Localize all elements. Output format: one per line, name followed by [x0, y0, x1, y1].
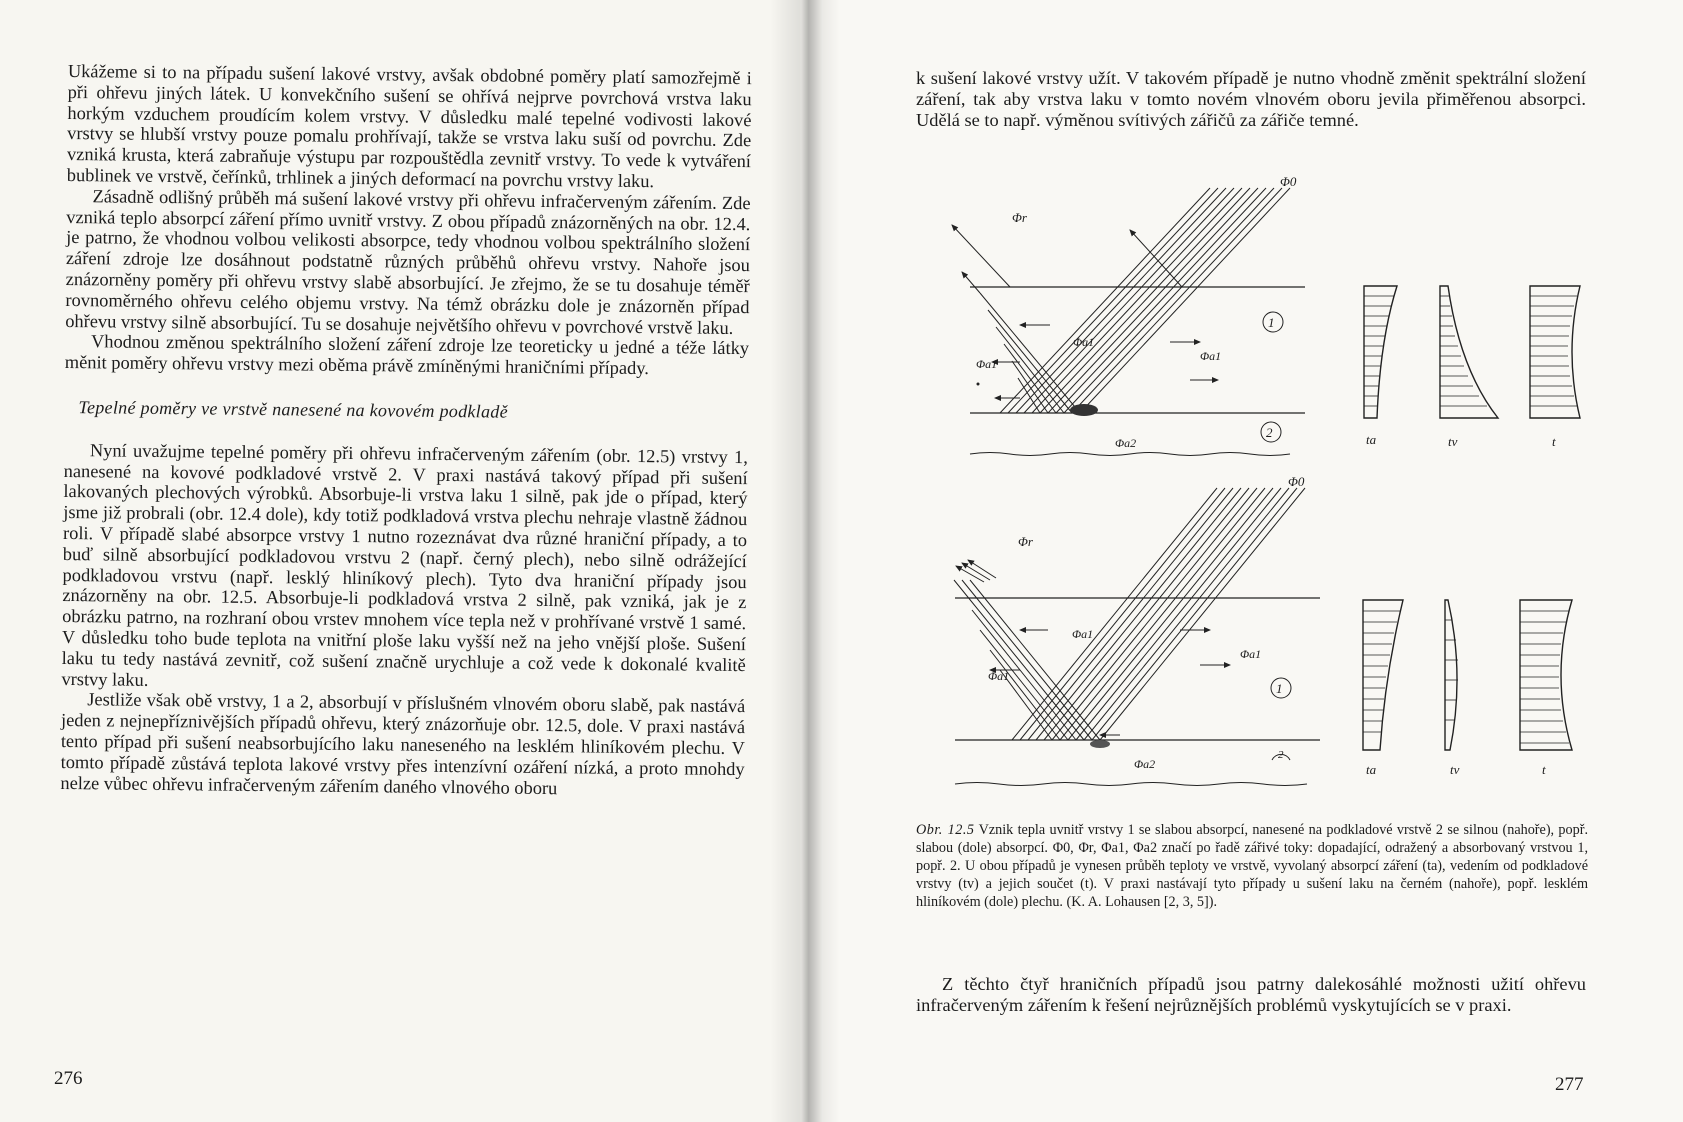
paragraph: Jestliže však obě vrstvy, 1 a 2, absorbují v příslušném vlnovém oboru slabě, pak nastává jeden z nejnepříznivějších případů ohřevu, který znázorňuje obr. 12.5, dole. V praxi nastává tento případ při sušení neabsorbujícího laku naneseného na lesklém hliníkovém plechu. V tomto případě zůstává teplota lakové vrstvy přes intenzívní ozáření nízká, a proto mnohdy nelze vůbec ohřevu infračerveným zářením daného vlnového oboru [60, 689, 746, 798]
label-phi-r: Φr [1012, 210, 1027, 225]
label-phi-a1: Φa1 [1073, 335, 1095, 349]
left-page [0, 0, 805, 1122]
label-t: t [1542, 762, 1546, 777]
book-gutter [770, 0, 840, 1122]
label-phi-a1: Φa1 [988, 669, 1010, 683]
label-tv: tv [1448, 434, 1458, 449]
layer-2-label: 2 [1266, 425, 1273, 440]
bottom-diagram [954, 488, 1572, 786]
profile-ta-bottom [1363, 600, 1403, 750]
label-phi-a2: Φa2 [1134, 757, 1156, 771]
label-phi-0: Φ0 [1280, 174, 1297, 189]
left-page-text [60, 61, 752, 800]
label-phi-a1: Φa1 [976, 357, 998, 371]
paragraph: Z těchto čtyř hraničních případů jsou patrny dalekosáhlé možnosti užití ohřevu infračerveným zářením k řešení nejrůznějších problémů vyskytujících se v praxi. [916, 974, 1586, 1015]
profile-tv-bottom [1445, 600, 1458, 750]
section-heading: Tepelné poměry ve vrstvě nanesené na kovovém podkladě [78, 397, 509, 422]
figure-12-5 [900, 170, 1590, 830]
page-number: 276 [54, 1068, 83, 1089]
profile-t-bottom [1520, 600, 1572, 750]
paragraph: Vhodnou změnou spektrálního složení záření zdroje lze teoreticky u jedné a téže látky měnit poměry ohřevu vrstvy mezi oběma právě zmíněnými hraničními případy. [64, 331, 750, 379]
figure-caption [916, 821, 1588, 911]
label-ta: ta [1366, 432, 1377, 447]
paragraph: Ukážeme si to na případu sušení lakové vrstvy, avšak obdobné poměry platí samozřejmě i při ohřevu jiných látek. U konvekčního sušení se ohřívá nejprve povrchová vrstva laku horkým vzduchem proudícím kolem vrstvy. V důsledku malé tepelné vodivosti lakové vrstvy se hlubší vrstvy pouze pomalu prohřívají, takže se vrstva laku suší od povrchu. Zde vzniká krusta, která zabraňuje výstupu par rozpouštědla zevnitř vrstvy. To vede k vytváření bublinek ve vrstvě, čeřínků, trhlinek a jiných deformací na povrchu vrstvy laku. [66, 61, 752, 192]
right-page-text-bottom [916, 974, 1586, 1016]
layer-1-label: 1 [1268, 315, 1275, 330]
label-tv: tv [1450, 762, 1460, 777]
label-phi-a1: Φa1 [1072, 627, 1094, 641]
paragraph: k sušení lakové vrstvy užít. V takovém případě je nutno vhodně změnit spektrální složení záření, tak aby vrstva laku v tomto novém vlnovém oboru jevila přiměřenou absorpci. Udělá se to např. výměnou svítivých zářičů za zářiče temné. [916, 68, 1586, 130]
label-phi-a2: Φa2 [1115, 436, 1137, 450]
profile-t-top [1530, 286, 1580, 418]
label-phi-a1: Φa1 [1200, 349, 1222, 363]
paragraph: Zásadně odlišný průběh má sušení lakové vrstvy při ohřevu infračerveným zářením. Zde vzniká teplo absorpcí záření přímo uvnitř vrstvy. Z obou případů znázorněných na obr. 12.4. je patrno, že vhodnou volbou velikosti absorpce, tedy vhodnou volbou spektrálního složení záření zdroje lze dosáhnout podstatně různých průběhů ohřevu vrstvy. Nahoře jsou znázorněny poměry při ohřevu vrstvy slabě absorbující. Je zřejmo, že se tu dosahuje téměř rovnoměrného ohřevu celého objemu vrstvy. Na témž obrázku dole je znázorněn případ ohřevu vrstvy silně absorbující. Tu se dosahuje největšího ohřevu v povrchové vrstvě laku. [65, 186, 751, 338]
page-number: 277 [1555, 1074, 1584, 1095]
profile-tv-top [1440, 286, 1498, 418]
layer-2-label: 2 [1278, 749, 1284, 761]
label-phi-0: Φ0 [1288, 474, 1305, 489]
label-phi-r: Φr [1018, 534, 1033, 549]
label-phi-a1: Φa1 [1240, 647, 1262, 661]
profile-ta-top [1364, 286, 1397, 418]
label-ta: ta [1366, 762, 1377, 777]
right-page-text-top [916, 68, 1586, 130]
paragraph: Nyní uvažujme tepelné poměry při ohřevu infračerveným zářením (obr. 12.5) vrstvy 1, nanesené na kovové podkladové vrstvě 2. V praxi nastává takový případ při sušení lakovaných plechových výrobků. Absorbuje-li vrstva laku 1 silně, pak jde o případ, který jsme již probrali (obr. 12.4 dole), kdy totiž podkladová vrstva plechu nehraje vlastně žádnou roli. V případě slabé absorpce vrstvy 1 nutno rozeznávat dva různé hraniční případy, a to buď silně absorbující podkladovou vrstvu 2 (např. černý plech), nebo silně odrážející podkladovou vrstvu (např. lesklý hliníkový plech). Tyto dva hraniční případy jsou znázorněny na obr. 12.5. Absorbuje-li podkladová vrstva 2 silně, pak vzniká, jak je z obrázku patrno, na rozhraní obou vrstev mnohem více tepla než v prohřívané vrstvě 1 samé. V důsledku toho bude teplota na vnitřní ploše laku vyšší než na jeho vnější ploše. Sušení laku tu tedy nastává zevnitř, což sušení značně urychluje a což vede k dokonalé kvalitě vrstvy laku. [61, 440, 748, 690]
label-t: t [1552, 434, 1556, 449]
top-diagram [952, 188, 1580, 456]
layer-1-label: 1 [1276, 681, 1283, 696]
figure-diagram [900, 170, 1590, 830]
caption-text: Vznik tepla uvnitř vrstvy 1 se slabou absorpcí, nanesené na podkladové vrstvě 2 se silnou (nahoře), popř. slabou (dole) absorpcí. Φ0, Φr, Φa1, Φa2 značí po řadě zářivé toky: dopadající, odražený a absorbovaný vrstvou 1, popř. 2. U obou případů je vynesen průběh teploty ve vrstvě, vyvolaný absorpcí záření (ta), vedením od podkladové vrstvy (tv) a jejich součet (t). V praxi nastávají tyto případy u sušení laku na černém (nahoře), popř. lesklém hliníkovém (dole) plechu. (K. A. Lohausen [2, 3, 5]). [916, 822, 1588, 910]
caption-label: Obr. 12.5 [916, 822, 975, 838]
right-page [800, 0, 1683, 1122]
